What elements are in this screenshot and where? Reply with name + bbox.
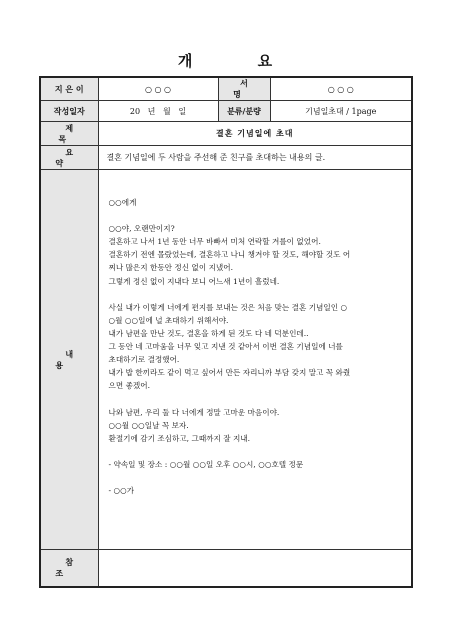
date-label: 작성일자 — [40, 101, 98, 122]
letter-line: 사실 내가 이렇게 너에게 편지를 보내는 것은 처음 맞는 결혼 기념일인 ○ — [108, 302, 348, 312]
letter-line: 초대하기로 결정했어. — [108, 355, 180, 365]
author-value: ○ ○ ○ — [98, 77, 218, 101]
letter-line: ○○월 ○○일날 꼭 보자. — [108, 420, 189, 430]
subject-row — [40, 122, 412, 146]
author-label: 지 은 이 — [40, 77, 98, 101]
letter-line: - 약속일 및 장소 : ○○월 ○○일 오후 ○○시, ○○호텔 정문 — [108, 459, 304, 469]
date-value: 20 년 월 일 — [98, 101, 218, 122]
letter-line: 결혼하고 나서 1년 동안 너무 바빠서 미처 연락할 겨를이 없었어. — [108, 237, 321, 247]
letter-text — [109, 196, 402, 497]
reference-value — [98, 550, 412, 587]
reference-row — [40, 550, 412, 587]
summary-label: 요 약 — [40, 146, 98, 170]
letter-line: ○○에게 — [108, 198, 137, 207]
document-summary-form — [39, 76, 413, 588]
letter-line: ○○야, 오랜만이지? — [108, 224, 175, 234]
content-body — [98, 170, 412, 550]
page-title: 개 요 — [177, 52, 303, 70]
signature-value: ○ ○ ○ — [270, 77, 412, 101]
letter-line: 내가 남편을 만난 것도, 결혼을 하게 된 것도 다 네 덕분인데.. — [108, 328, 309, 338]
summary-row — [40, 146, 412, 170]
letter-line — [109, 288, 402, 301]
letter-line: 그 동안 네 고마움을 너무 잊고 지낸 것 같아서 이번 결혼 기념일에 너를 — [108, 342, 343, 352]
letter-line: - ○○가 — [108, 486, 135, 496]
summary-value: 결혼 기념일에 두 사람을 주선해 준 친구를 초대하는 내용의 글. — [98, 146, 412, 170]
category-label: 분류/분량 — [218, 101, 270, 122]
letter-line — [109, 445, 402, 458]
letter-line: 으면 좋겠어. — [108, 381, 151, 391]
letter-line: 내가 밥 한끼라도 같이 먹고 싶어서 만든 자리니까 부담 갖지 말고 꼭 와줬 — [108, 368, 351, 378]
letter-line — [109, 471, 402, 484]
letter-line: 찌나 많은지 한동안 정신 없이 지냈어. — [108, 263, 234, 273]
letter-line — [109, 209, 402, 222]
category-value: 기념일초대 / 1page — [270, 101, 412, 122]
signature-label: 서 명 — [218, 77, 270, 101]
reference-label: 참 조 — [40, 550, 98, 587]
letter-line: 결혼하기 전엔 몰랐었는데, 결혼하고 나니 챙겨야 할 것도, 해야할 것도 어 — [108, 250, 351, 260]
letter-line: 나와 남편, 우리 둘 다 너에게 정말 고마운 마음이야. — [108, 407, 280, 417]
letter-line: ○월 ○○일에 널 초대하기 위해서야. — [108, 315, 229, 325]
letter-line — [109, 392, 402, 405]
subject-value: 결혼 기념일에 초대 — [98, 122, 412, 146]
content-label: 내 용 — [40, 170, 98, 550]
content-row — [40, 170, 412, 550]
letter-line: 환절기에 감기 조심하고, 그때까지 잘 지내. — [108, 433, 251, 443]
letter-line: 그렇게 정신 없이 지내다 보니 어느새 1년이 흘렀네. — [108, 276, 280, 286]
date-row — [40, 101, 412, 122]
subject-label: 제 목 — [40, 122, 98, 146]
author-row — [40, 77, 412, 101]
